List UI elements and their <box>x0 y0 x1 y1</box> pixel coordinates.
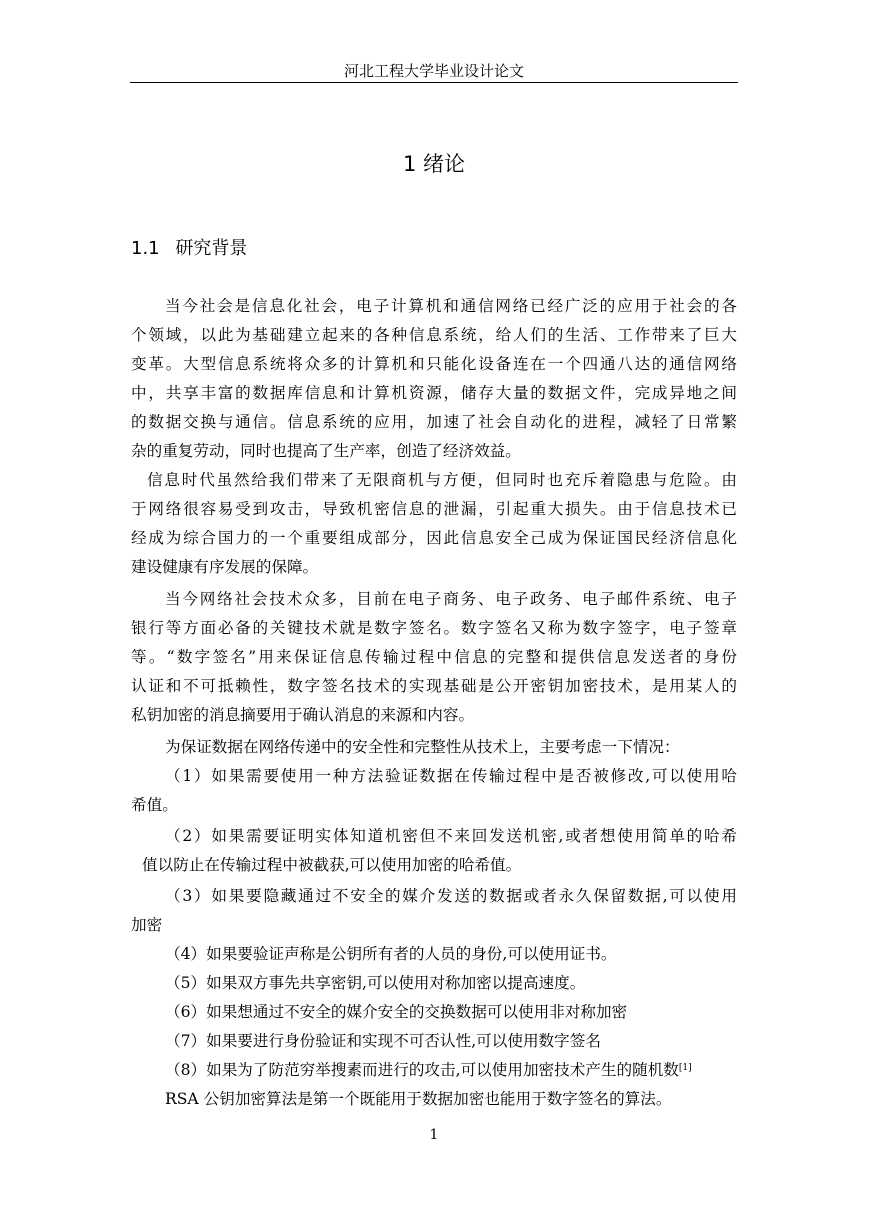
chapter-title: 1 绪论 <box>402 152 466 176</box>
body-line: 银行等方面必备的关键技术就是数字签名。数字签名又称为数字签字，电子签章 <box>131 619 737 637</box>
body-line: 个领域，以此为基础建立起来的各种信息系统，给人们的生活、工作带来了巨大 <box>131 326 737 344</box>
body-line: 私钥加密的消息摘要用于确认消息的来源和内容。 <box>131 706 475 724</box>
list-item-text: （8）如果为了防范穷举搜素而进行的攻击,可以使用加密技术产生的随机数 <box>165 1061 679 1079</box>
body-line: 等。“数字签名”用来保证信息传输过程中信息的完整和提供信息发送者的身份 <box>131 648 737 666</box>
section-heading <box>131 236 247 262</box>
body-line: 希值。 <box>131 796 178 814</box>
page-number: 1 <box>429 1127 439 1143</box>
list-item: （5）如果双方事先共享密钥,可以使用对称加密以提高速度。 <box>165 974 586 992</box>
body-line: 为保证数据在网络传递中的安全性和完整性从技术上，主要考虑一下情况： <box>165 738 680 756</box>
citation-ref: [1] <box>678 1063 692 1073</box>
list-item: （7）如果要进行身份验证和实现不可否认性,可以使用数字签名 <box>165 1032 601 1050</box>
list-item: （3）如果要隐藏通过不安全的媒介发送的数据或者永久保留数据,可以使用 <box>165 887 737 905</box>
header-divider <box>130 82 738 83</box>
body-line: 的数据交换与通信。信息系统的应用，加速了社会自动化的进程，减轻了日常繁 <box>131 413 737 431</box>
body-line: 当今社会是信息化社会，电子计算机和通信网络已经广泛的应用于社会的各 <box>165 297 737 315</box>
body-line: 变革。大型信息系统将众多的计算机和只能化设备连在一个四通八达的通信网络 <box>131 355 737 373</box>
section-title: 研究背景 <box>175 238 248 259</box>
body-line: 加密 <box>131 916 163 934</box>
body-line: 认证和不可抵赖性，数字签名技术的实现基础是公开密钥加密技术，是用某人的 <box>131 677 737 695</box>
body-line: 中，共享丰富的数据库信息和计算机资源，储存大量的数据文件，完成异地之间 <box>131 384 737 402</box>
body-line: 当今网络社会技术众多，目前在电子商务、电子政务、电子邮件系统、电子 <box>165 590 737 608</box>
body-line: RSA 公钥加密算法是第一个既能用于数据加密也能用于数字签名的算法。 <box>165 1090 672 1108</box>
section-number: 1.1 <box>131 238 160 259</box>
body-line: 信息时代虽然给我们带来了无限商机与方便，但同时也充斥着隐患与危险。由 <box>147 471 737 489</box>
body-line: 于网络很容易受到攻击，导致机密信息的泄漏，引起重大损失。由于信息技术已 <box>131 500 737 518</box>
body-line: 值以防止在传输过程中被截获,可以使用加密的哈希值。 <box>142 856 522 874</box>
list-item: （2）如果需要证明实体知道机密但不来回发送机密,或者想使用简单的哈希 <box>165 827 737 845</box>
body-line: 建设健康有序发展的保障。 <box>131 558 319 576</box>
list-item: （4）如果要验证声称是公钥所有者的人员的身份,可以使用证书。 <box>165 945 617 963</box>
list-item <box>165 1060 737 1080</box>
body-line: 杂的重复劳动，同时也提高了生产率，创造了经济效益。 <box>131 442 521 460</box>
list-item: （1）如果需要使用一种方法验证数据在传输过程中是否被修改,可以使用哈 <box>165 767 737 785</box>
running-header: 河北工程大学毕业设计论文 <box>343 62 524 80</box>
body-line: 经成为综合国力的一个重要组成部分，因此信息安全己成为保证国民经济信息化 <box>131 529 737 547</box>
list-item: （6）如果想通过不安全的媒介安全的交换数据可以使用非对称加密 <box>165 1003 628 1021</box>
